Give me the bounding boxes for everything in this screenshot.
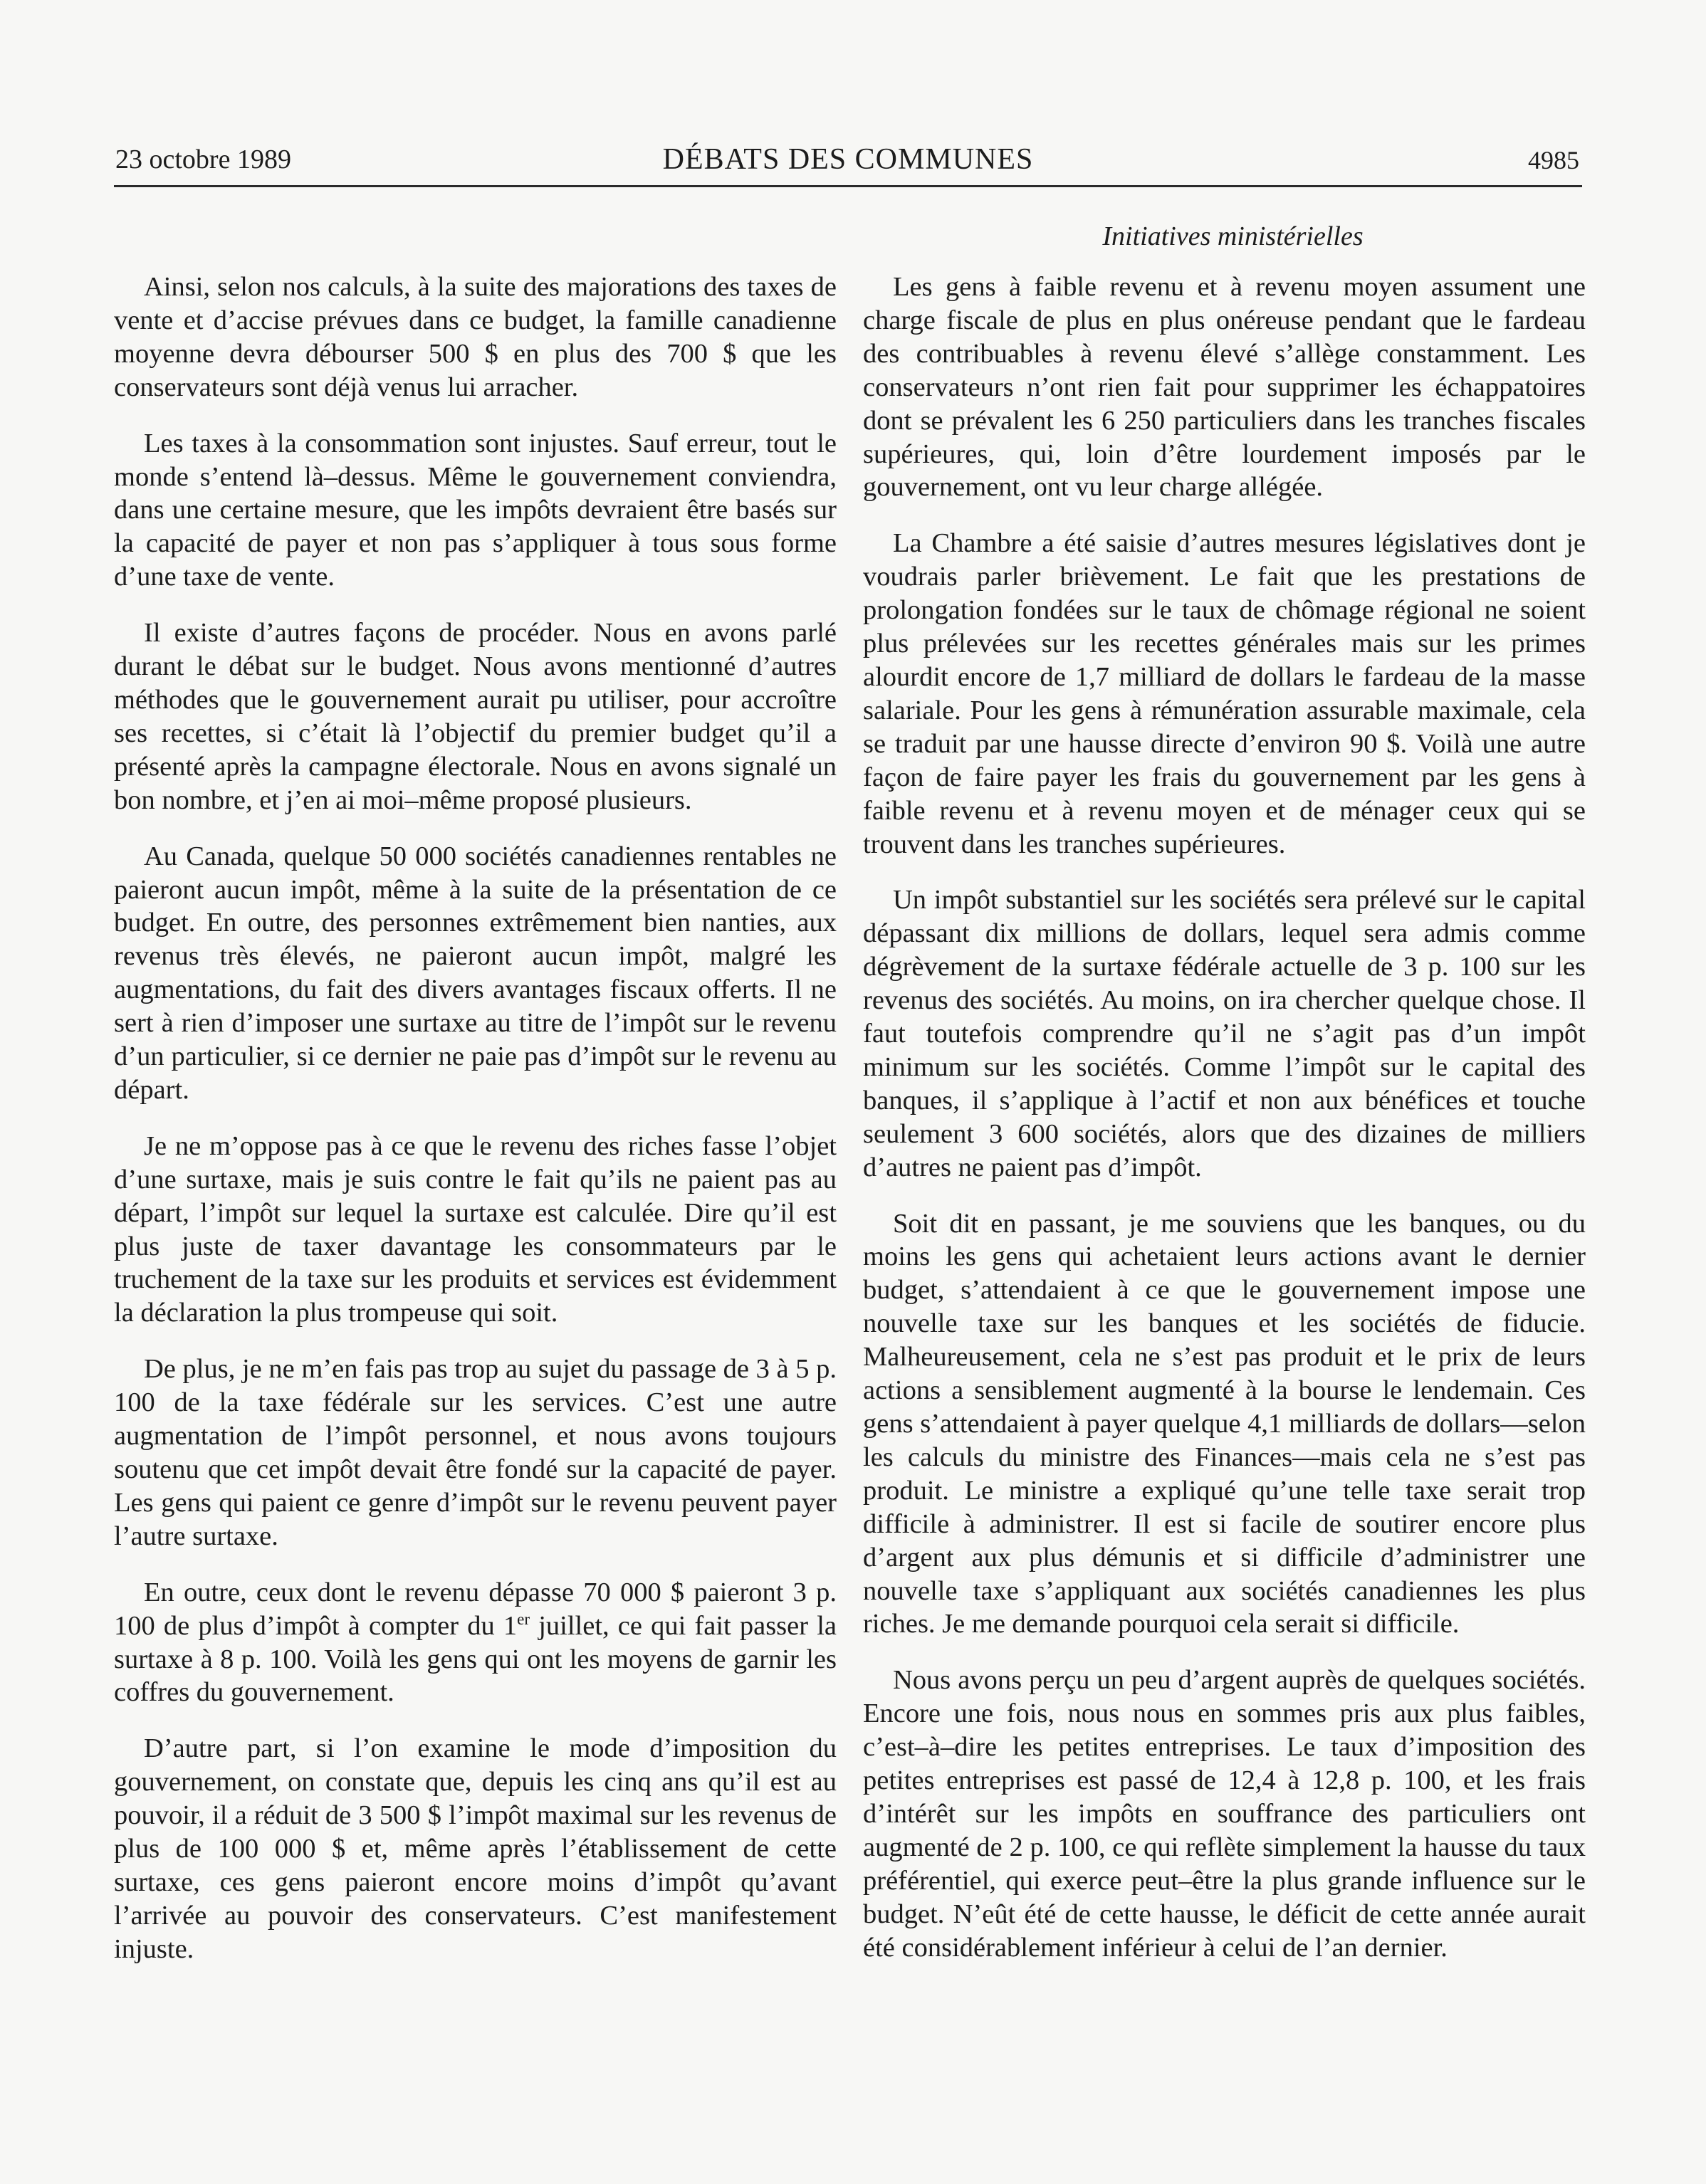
paragraph: Au Canada, quelque 50 000 sociétés canadiennes rentables ne paieront aucun impôt, même à la suite de la présentation de ce budget. En outre, des personnes extrêmement bien nanties, aux revenus très élevés, ne paieront aucun impôt, malgré les augmentations, du fait des divers avantages fiscaux offerts. Il ne sert à rien d’imposer une surtaxe au titre de l’impôt sur le revenu d’un particulier, si ce dernier ne paie pas d’impôt sur le revenu au départ. — [114, 841, 837, 1105]
paragraph: En outre, ceux dont le revenu dépasse 70 000 $ paieront 3 p. 100 de plus d’impôt à compter du 1er juillet, ce qui fait passer la surtaxe à 8 p. 100. Voilà les gens qui ont les moyens de garnir les coffres du gouvernement. — [114, 1577, 837, 1708]
right-column — [863, 271, 1586, 1988]
paragraph: Les taxes à la consommation sont injustes. Sauf erreur, tout le monde s’entend là–dessus. Même le gouvernement conviendra, dans une certaine mesure, que les impôts devraient être basés sur la capacité de payer et non pas s’appliquer à tous sous forme d’une taxe de vente. — [114, 428, 837, 592]
paragraph: Un impôt substantiel sur les sociétés sera prélevé sur le capital dépassant dix millions de dollars, lequel sera admis comme dégrèvement de la surtaxe fédérale actuelle de 3 p. 100 sur les revenus des sociétés. Au moins, on ira chercher quelque chose. Il faut toutefois comprendre qu’il ne s’agit pas d’un impôt minimum sur les sociétés. Comme l’impôt sur le capital des banques, il s’applique à l’actif et non aux bénéfices et touche seulement 3 600 sociétés, alors que des dizaines de milliers d’autres ne paient pas d’impôt. — [863, 885, 1586, 1182]
section-label: Initiatives ministérielles — [1102, 221, 1364, 251]
paragraph: Il existe d’autres façons de procéder. Nous en avons parlé durant le débat sur le budget. Nous avons mentionné d’autres méthodes que le gouvernement aurait pu utiliser, pour accroître ses recettes, si c’était là l’objectif du premier budget qu’il a présenté après la campagne électorale. Nous en avons signalé un bon nombre, et j’en ai moi–même proposé plusieurs. — [114, 618, 837, 815]
paragraph: La Chambre a été saisie d’autres mesures législatives dont je voudrais parler brièvement. Le fait que les prestations de prolongation fondées sur le taux de chômage régional ne soient plus prélevées sur les recettes générales mais sur les primes alourdit encore de 1,7 milliard de dollars le fardeau de la masse salariale. Pour les gens à rémunération assurable maximale, cela se traduit par une hausse directe d’environ 90 $. Voilà une autre façon de faire payer les frais du gouvernement par les gens à faible revenu et à revenu moyen et de ménager ceux qui se trouvent dans les tranches supérieures. — [863, 528, 1586, 859]
header-title: DÉBATS DES COMMUNES — [662, 143, 1034, 176]
left-column — [114, 271, 837, 1989]
paragraph: Je ne m’oppose pas à ce que le revenu des riches fasse l’objet d’une surtaxe, mais je suis contre le fait qu’ils ne paient pas au départ, l’impôt sur lequel la surtaxe est calculée. Dire qu’il est plus juste de taxer davantage les consommateurs par le truchement de la taxe sur les produits et services est évidemment la déclaration la plus trompeuse qui soit. — [114, 1130, 837, 1328]
paragraph: Les gens à faible revenu et à revenu moyen assument une charge fiscale de plus en plus onéreuse pendant que le fardeau des contribuables à revenu élevé s’allège constamment. Les conservateurs n’ont rien fait pour supprimer les échappatoires dont se prévalent les 6 250 particuliers dans les tranches fiscales supérieures, qui, loin d’être lourdement imposés par le gouvernement, ont vu leur charge allégée. — [863, 272, 1586, 503]
paragraph: Soit dit en passant, je me souviens que les banques, ou du moins les gens qui achetaient leurs actions avant le dernier budget, s’attendaient à ce que le gouvernement impose une nouvelle taxe sur les banques et les sociétés de fiducie. Malheureusement, cela ne s’est pas produit et le prix de leurs actions a sensiblement augmenté à la bourse le lendemain. Ces gens s’attendaient à payer quelque 4,1 milliards de dollars—selon les calculs du ministre des Finances—mais cela ne s’est pas produit. Le ministre a expliqué qu’une telle taxe serait trop difficile à administrer. Il est si facile de soutirer encore plus d’argent aux plus démunis et si difficile d’administrer une nouvelle taxe s’appliquant aux sociétés canadiennes les plus riches. Je me demande pourquoi cela serait si difficile. — [863, 1208, 1586, 1639]
paragraph: De plus, je ne m’en fais pas trop au sujet du passage de 3 à 5 p. 100 de la taxe fédérale sur les services. C’est une autre augmentation de l’impôt personnel, et nous avons toujours soutenu que cet impôt devait être fondé sur la capacité de payer. Les gens qui paient ce genre d’impôt sur le revenu peuvent payer l’autre surtaxe. — [114, 1354, 837, 1551]
paragraph: D’autre part, si l’on examine le mode d’imposition du gouvernement, on constate que, depuis les cinq ans qu’il est au pouvoir, il a réduit de 3 500 $ l’impôt maximal sur les revenus de plus de 100 000 $ et, même après l’établissement de cette surtaxe, ces gens paieront encore moins d’impôt qu’avant l’arrivée au pouvoir des conservateurs. C’est manifestement injuste. — [114, 1733, 837, 1964]
page-number: 4985 — [1528, 146, 1579, 174]
paragraph: Ainsi, selon nos calculs, à la suite des majorations des taxes de vente et d’accise prévues dans ce budget, la famille canadienne moyenne devra débourser 500 $ en plus des 700 $ que les conservateurs sont déjà venus lui arracher. — [114, 272, 837, 402]
paragraph: Nous avons perçu un peu d’argent auprès de quelques sociétés. Encore une fois, nous nous en sommes pris aux plus faibles, c’est–à–dire les petites entreprises. Le taux d’imposition des petites entreprises est passé de 12,4 à 12,8 p. 100, et les frais d’intérêt sur les impôts en souffrance des particuliers ont augmenté de 2 p. 100, ce qui reflète simplement la hausse du taux préférentiel, qui exerce peut–être la plus grande influence sur le budget. N’eût été de cette hausse, le déficit de cette année aurait été considérablement inférieur à celui de l’an dernier. — [863, 1665, 1586, 1963]
header-date: 23 octobre 1989 — [115, 145, 291, 174]
page-header — [114, 140, 1582, 187]
